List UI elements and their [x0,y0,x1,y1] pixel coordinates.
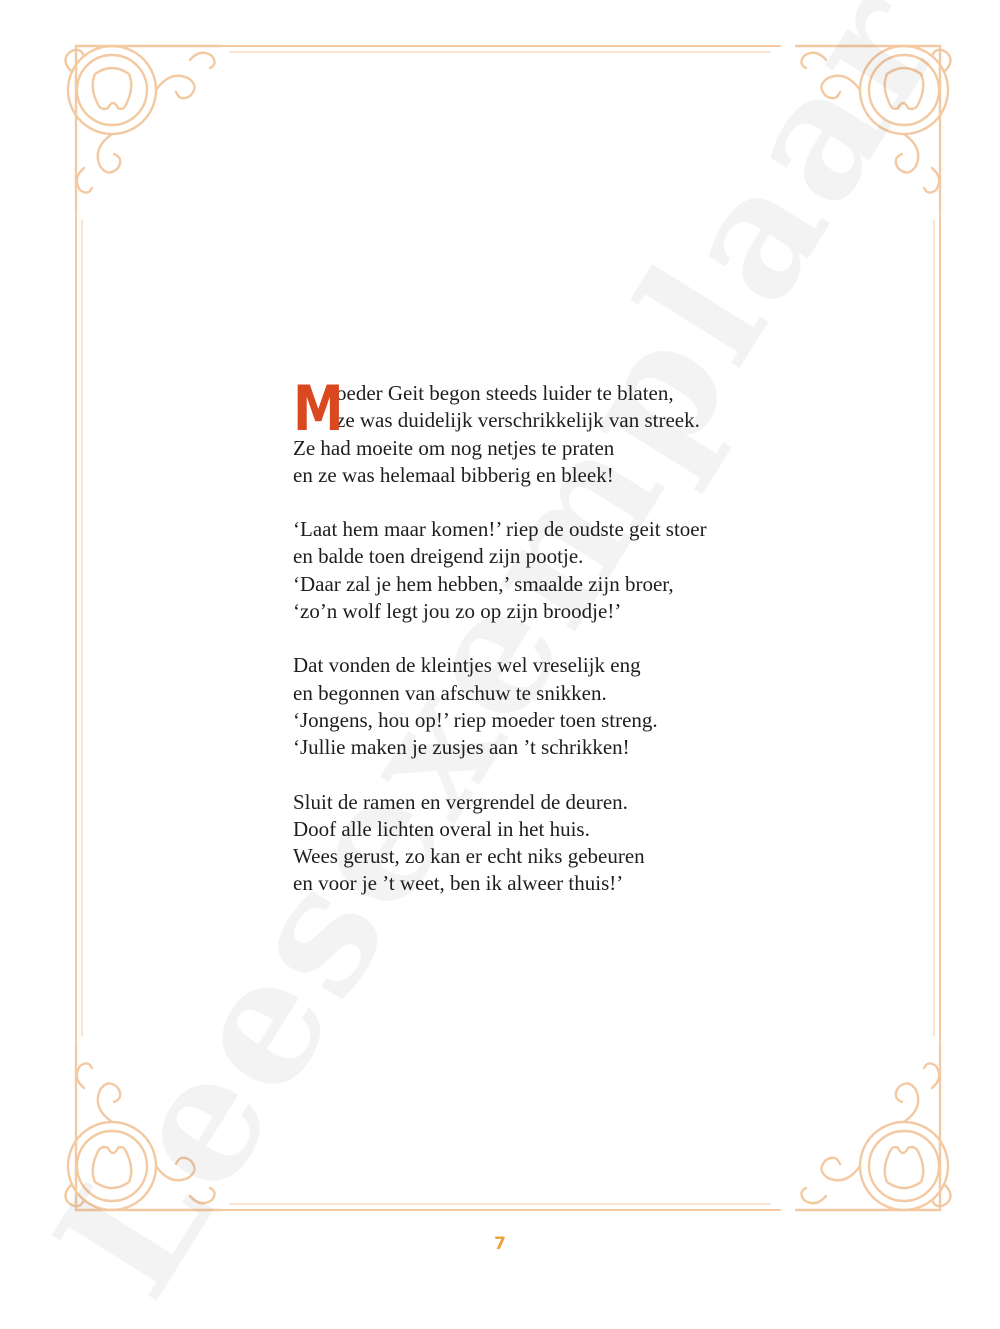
poem-line: oeder Geit begon steeds luider te blaten, [336,381,674,405]
poem-line: Doof alle lichten overal in het huis. [293,816,590,841]
corner-ornament-top-right [796,46,951,210]
poem-line: en begonnen van afschuw te snikken. [293,680,607,705]
poem-line: Sluit de ramen en vergrendel de deuren. [293,789,628,814]
drop-cap: M [293,372,342,445]
poem-line: en voor je ’t weet, ben ik alweer thuis!’ [293,871,624,896]
stanza-3 [293,652,753,761]
poem-line: Dat vonden de kleintjes wel vreselijk eng [293,653,641,678]
corner-ornament-bottom-right [796,1046,951,1210]
poem-line: ‘Jongens, hou op!’ riep moeder toen streng. [293,707,658,732]
stanza-4 [293,789,753,898]
poem-line: Ze had moeite om nog netjes te praten [293,435,615,460]
poem-line: en balde toen dreigend zijn pootje. [293,544,584,569]
page-number: 7 [494,1234,506,1254]
corner-ornament-top-left [65,46,220,210]
poem-line: Wees gerust, zo kan er echt niks gebeuren [293,844,645,869]
poem-line: ‘Jullie maken je zusjes aan ’t schrikken! [293,735,630,760]
corner-ornament-bottom-left [65,1046,220,1210]
poem-line: en ze was helemaal bibberig en bleek! [293,462,614,487]
stanza-2 [293,516,753,625]
poem-line: ze was duidelijk verschrikkelijk van streek. [336,408,700,433]
stanza-1 [293,372,753,489]
poem [293,372,753,925]
poem-line: ‘Laat hem maar komen!’ riep de oudste geit stoer [293,517,707,542]
poem-line: ‘Daar zal je hem hebben,’ smaalde zijn broer, [293,571,674,596]
poem-line: ‘zo’n wolf legt jou zo op zijn broodje!’ [293,599,622,624]
